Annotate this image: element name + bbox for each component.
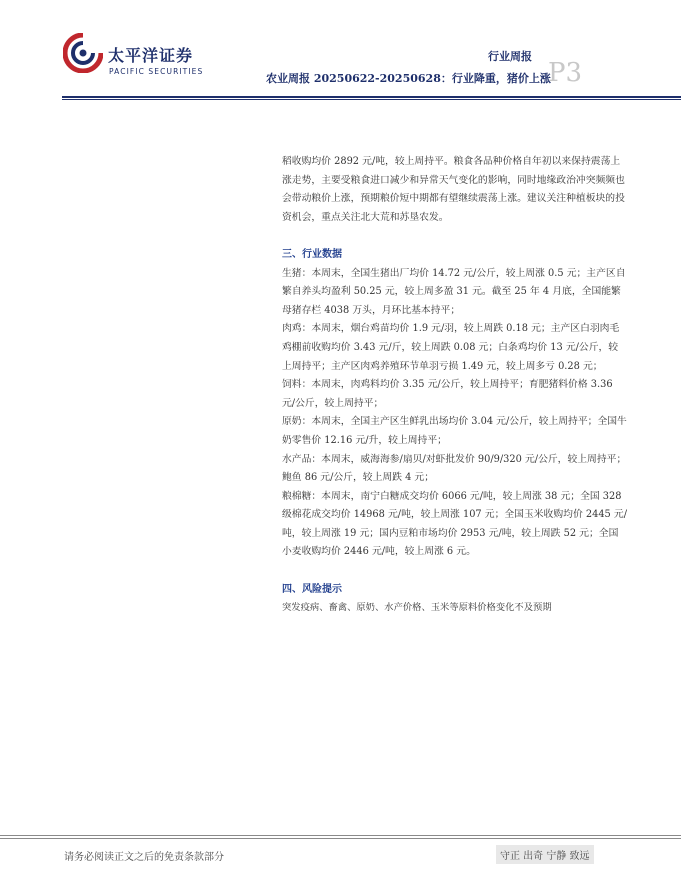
report-title: 农业周报 20250622-20250628：行业降重，猪价上涨	[266, 72, 551, 85]
industry-data-grain-cotton-sugar: 粮棉糖：本周末，南宁白糖成交均价 6066 元/吨，较上周涨 38 元；全国 328 级棉花成交均价 14968 元/吨，较上周涨 107 元；全国玉米收购均价 2445 元/吨，较上周涨 19 元；国内豆粕市场均价 2953 元/吨，较上周跌 52 元；全国小麦收购均价 2446 元/吨，较上周涨 6 元。	[282, 490, 628, 558]
industry-data-raw-milk: 原奶：本周末，全国主产区生鲜乳出场均价 3.04 元/公斤，较上周持平；全国牛奶零售价 12.16 元/升，较上周持平；	[282, 416, 627, 446]
page-number: P3	[548, 58, 583, 88]
grain-outlook-paragraph: 稻收购均价 2892 元/吨，较上周持平。粮食各品种价格自年初以来保持震荡上涨走势，主要受粮食进口减少和异常天气变化的影响，同时地缘政治冲突频频也会带动粮价上涨，预期粮价短中期都有望继续震荡上涨。建议关注种植板块的投资机会，重点关注北大荒和苏垦农发。	[282, 156, 625, 223]
report-body	[282, 153, 627, 618]
risk-warning-text: 突发疫病、畜禽、原奶、水产价格、玉米等原料价格变化不及预期	[282, 602, 552, 614]
logo-chinese-name: 太平洋证券	[108, 46, 194, 65]
industry-data-feed: 饲料：本周末，肉鸡料均价 3.35 元/公斤，较上周持平；育肥猪料价格 3.36 元/公斤，较上周持平；	[282, 379, 613, 409]
section-risk-heading: 四、风险提示	[282, 583, 342, 595]
industry-data-broiler: 肉鸡：本周末，烟台鸡苗均价 1.9 元/羽，较上周跌 0.18 元；主产区白羽肉毛鸡棚前收购均价 3.43 元/斤，较上周跌 0.08 元；白条鸡均价 13 元/公斤，较上周持平；主产区肉鸡养殖环节单羽亏损 1.49 元，较上周多亏 0.28 元；	[282, 323, 620, 372]
industry-data-hog: 生猪：本周末，全国生猪出厂均价 14.72 元/公斤，较上周涨 0.5 元；主产区自繁自养头均盈利 50.25 元，较上周多盈 31 元。截至 25 年 4 月底，全国能繁母猪存栏 4038 万头，月环比基本持平；	[282, 267, 626, 316]
pacific-securities-logo-icon	[63, 33, 103, 73]
footer-rule	[0, 835, 681, 836]
industry-data-aquatic: 水产品：本周末，威海海参/扇贝/对虾批发价 90/9/320 元/公斤，较上周持平；鲍鱼 86 元/公斤，较上周跌 4 元；	[282, 453, 627, 484]
footer-rule-thin	[0, 838, 681, 839]
header-rule-thin	[62, 99, 681, 100]
disclaimer-notice: 请务必阅读正文之后的免责条款部分	[64, 852, 224, 863]
logo-english-name: PACIFIC SECURITIES	[109, 67, 204, 76]
section-industry-data-heading: 三、行业数据	[282, 248, 342, 260]
report-category: 行业周报	[488, 50, 532, 63]
header-rule	[62, 96, 681, 98]
company-motto: 守正 出奇 宁静 致远	[496, 845, 594, 864]
